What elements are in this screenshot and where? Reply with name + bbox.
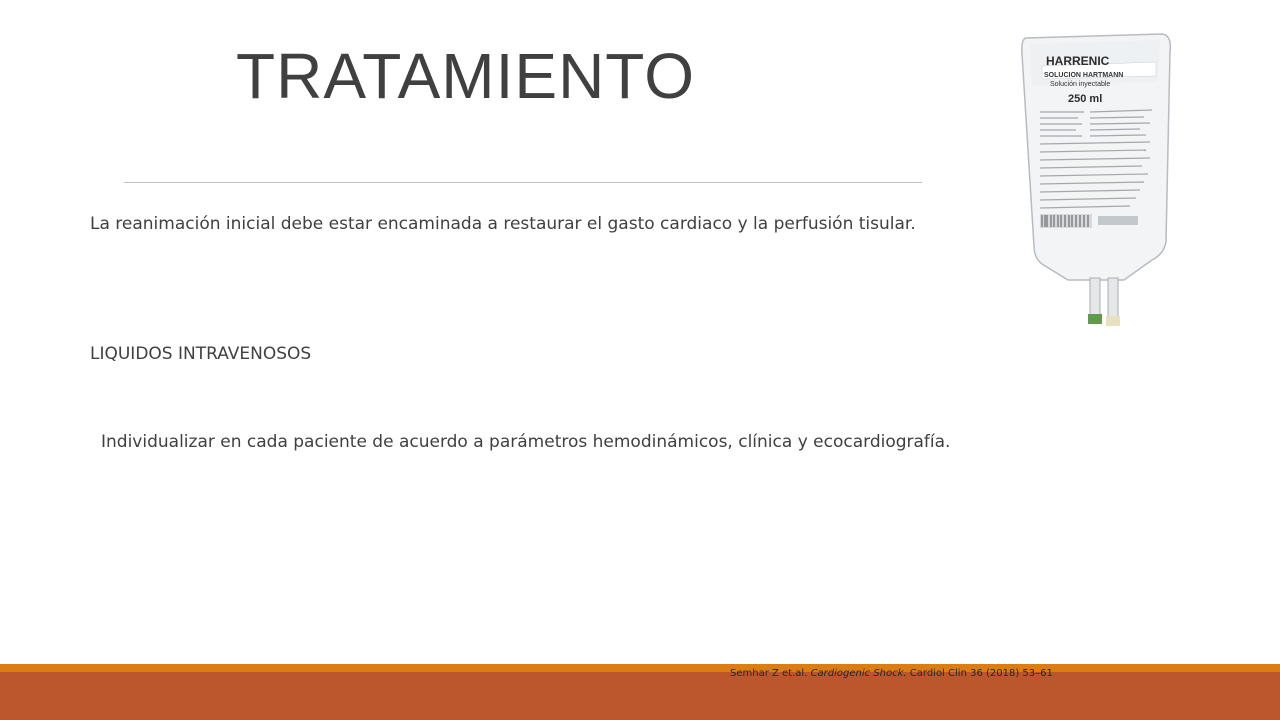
bag-brand-label: HARRENIC [1046,54,1110,68]
bag-volume-label: 250 ml [1068,93,1103,105]
citation [730,668,1053,679]
footer-bar [0,672,1280,720]
subheading: LIQUIDOS INTRAVENOSOS [90,344,312,364]
body-paragraph: Individualizar en cada paciente de acuerdo a parámetros hemodinámicos, clínica y ecocardiografía. [101,432,951,452]
bag-type-label: Solución inyectable [1050,81,1111,88]
footer-accent-bar [0,664,1280,672]
title-divider [124,182,922,183]
iv-bag-image [1012,32,1172,330]
intro-paragraph: La reanimación inicial debe estar encaminada a restaurar el gasto cardiaco y la perfusión tisular. [90,214,916,234]
slide-title: TRATAMIENTO [236,40,695,112]
citation-authors: Semhar Z et.al. [730,668,808,679]
bag-solution-label: SOLUCION HARTMANN [1044,72,1124,79]
citation-journal: Cardiol Clin 36 (2018) 53–61 [909,668,1053,679]
citation-article: Cardiogenic Shock. [810,668,907,679]
